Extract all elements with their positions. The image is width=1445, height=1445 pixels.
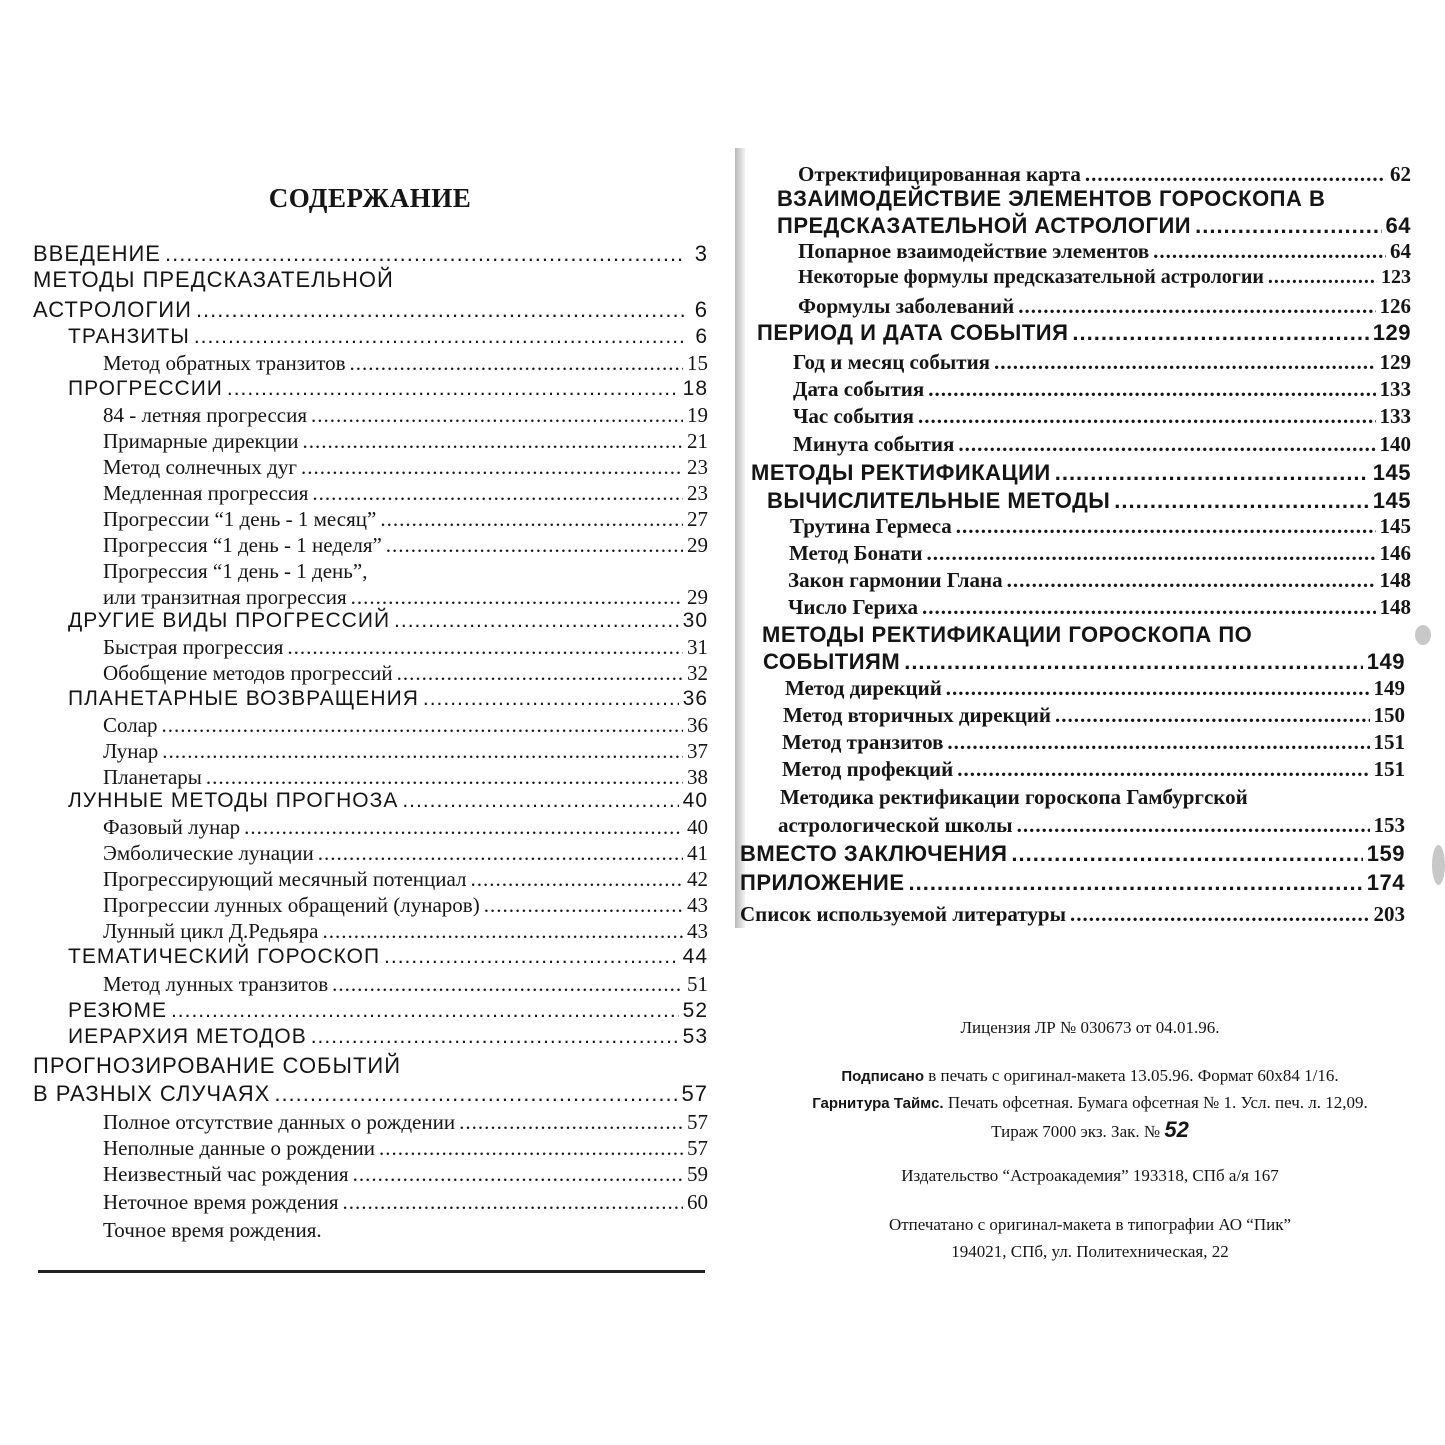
toc-entry[interactable] (103, 507, 708, 532)
toc-page-number: 44 (682, 945, 708, 968)
leader-dots (379, 1136, 683, 1161)
toc-entry-title: Примарные дирекции (103, 429, 299, 453)
toc-entry-title: ПЕРИОД И ДАТА СОБЫТИЯ (757, 320, 1069, 345)
typeface-rest: Печать офсетная. Бумага офсетная № 1. Усл. печ. л. 12,09. (943, 1093, 1368, 1112)
leader-dots (311, 403, 683, 428)
toc-entry-title: Дата события (793, 377, 925, 401)
toc-entry[interactable] (33, 297, 708, 323)
leader-dots (1007, 568, 1376, 593)
toc-entry-title: ВЫЧИСЛИТЕЛЬНЫЕ МЕТОДЫ (767, 488, 1111, 513)
toc-entry-title: Отректифицированная карта (798, 162, 1081, 186)
toc-entry[interactable] (33, 241, 708, 267)
toc-entry-title: Год и месяц события (793, 350, 991, 374)
toc-entry-title: Метод транзитов (782, 730, 944, 754)
toc-page-number: 51 (687, 972, 708, 996)
toc-page-number: 159 (1366, 841, 1405, 866)
toc-entry-title: ЛУННЫЕ МЕТОДЫ ПРОГНОЗА (68, 789, 399, 812)
leader-dots (332, 972, 683, 997)
toc-page-number: 62 (1390, 162, 1411, 186)
toc-entry-title: В РАЗНЫХ СЛУЧАЯХ (33, 1081, 271, 1106)
toc-entry[interactable] (103, 765, 708, 790)
leader-dots (928, 377, 1375, 402)
toc-entry-title: Метод вторичных дирекций (783, 703, 1052, 727)
toc-entry[interactable] (103, 661, 708, 686)
leader-dots (244, 815, 683, 840)
toc-entry[interactable] (103, 841, 708, 866)
toc-page-number: 36 (687, 713, 708, 737)
toc-page-number: 41 (687, 841, 708, 865)
toc-page-number: 37 (687, 739, 708, 763)
toc-entry-title: Быстрая прогрессия (103, 635, 284, 659)
toc-entry[interactable] (103, 867, 708, 892)
toc-page-number: 29 (687, 533, 708, 557)
toc-entry-title: Метод профекций (782, 757, 954, 781)
leader-dots (1268, 266, 1377, 289)
toc-entry[interactable] (103, 1162, 708, 1187)
toc-entry-title: Метод лунных транзитов (103, 972, 329, 996)
toc-entry-title: ПРЕДСКАЗАТЕЛЬНОЙ АСТРОЛОГИИ (777, 213, 1192, 238)
toc-entry[interactable] (103, 403, 708, 428)
leader-dots (957, 757, 1369, 782)
leader-dots (394, 609, 679, 633)
toc-entry-title: ВМЕСТО ЗАКЛЮЧЕНИЯ (740, 841, 1008, 866)
toc-entry[interactable] (68, 609, 708, 633)
toc-page-number: 148 (1379, 595, 1411, 619)
toc-entry[interactable] (751, 460, 1411, 486)
toc-page-number: 145 (1379, 514, 1411, 538)
toc-entry[interactable] (103, 455, 708, 480)
toc-entry-title: Фазовый лунар (103, 815, 241, 839)
toc-entry[interactable] (103, 351, 708, 376)
toc-entry-title: Неполные данные о рождении (103, 1136, 375, 1160)
toc-entry[interactable] (103, 533, 708, 558)
leader-dots (904, 649, 1363, 675)
toc-page-number: 150 (1373, 703, 1405, 727)
toc-page-number: 43 (687, 893, 708, 917)
leader-dots (397, 661, 683, 686)
leader-dots (350, 351, 683, 376)
toc-entry-title: ВВЕДЕНИЕ (33, 241, 161, 266)
toc-entry[interactable] (740, 870, 1405, 896)
toc-entry[interactable] (793, 404, 1411, 429)
toc-page-number: 6 (694, 297, 708, 322)
toc-page-number: 57 (687, 1136, 708, 1160)
toc-page-number: 60 (687, 1190, 708, 1214)
toc-page-number: 133 (1379, 377, 1411, 401)
leader-dots (322, 919, 683, 944)
leader-dots (994, 350, 1375, 375)
toc-entry-title: ПРОГРЕССИИ (68, 377, 223, 400)
signed-line (735, 1066, 1445, 1086)
leader-dots (1072, 320, 1368, 346)
run-line (735, 1117, 1445, 1143)
toc-page-number: 31 (687, 635, 708, 659)
toc-entry[interactable] (68, 999, 708, 1023)
toc-entry-title: Формулы заболеваний (798, 294, 1015, 318)
toc-entry-title: ТЕМАТИЧЕСКИЙ ГОРОСКОП (68, 945, 381, 968)
toc-entry[interactable] (757, 320, 1411, 346)
leader-dots (1017, 813, 1370, 838)
toc-page-number: 53 (682, 1025, 708, 1048)
toc-page-number: 23 (687, 455, 708, 479)
toc-entry-title: Попарное взаимодействие элементов (798, 239, 1150, 263)
toc-page-number: 145 (1372, 460, 1411, 485)
leader-dots (1114, 488, 1368, 514)
toc-page-number: 52 (682, 999, 708, 1022)
toc-page-number: 42 (687, 867, 708, 891)
toc-entry[interactable] (103, 739, 708, 764)
toc-page-number: 145 (1372, 488, 1411, 513)
toc-entry-title: Прогрессирующий месячный потенциал (103, 867, 467, 891)
toc-entry-title[interactable]: Точное время рождения. (103, 1218, 322, 1242)
toc-entry-title: РЕЗЮМЕ (68, 999, 167, 1022)
leader-dots (1195, 213, 1381, 239)
toc-entry[interactable] (68, 945, 708, 969)
toc-page-number: 129 (1379, 350, 1411, 374)
toc-page-number: 43 (687, 919, 708, 943)
toc-entry-title: Некоторые формулы предсказательной астрологии (798, 266, 1264, 288)
leader-dots (206, 765, 683, 790)
leader-dots (1055, 703, 1369, 728)
toc-entry[interactable] (103, 1190, 708, 1215)
toc-entry-title[interactable]: МЕТОДЫ ПРЕДСКАЗАТЕЛЬНОЙ (33, 267, 394, 292)
toc-page-number: 174 (1366, 870, 1405, 895)
run-text: Тираж 7000 экз. Зак. № (991, 1122, 1161, 1141)
leader-dots (274, 1081, 677, 1107)
leader-dots (351, 585, 683, 610)
toc-entry[interactable] (103, 1110, 708, 1135)
toc-page-number: 19 (687, 403, 708, 427)
leader-dots (956, 514, 1376, 539)
toc-entry[interactable] (103, 1136, 708, 1161)
left-page (0, 0, 722, 1445)
toc-entry-title: АСТРОЛОГИИ (33, 297, 192, 322)
toc-entry[interactable] (788, 568, 1411, 593)
leader-dots (162, 739, 683, 764)
toc-entry[interactable] (103, 893, 708, 918)
toc-page-number: 27 (687, 507, 708, 531)
toc-entry-title: Полное отсутствие данных о рождении (103, 1110, 456, 1134)
toc-page-number: 40 (687, 815, 708, 839)
toc-page-number: 64 (1385, 213, 1411, 238)
toc-entry-title: Прогрессии “1 день - 1 месяц” (103, 507, 377, 531)
leader-dots (227, 377, 679, 401)
toc-entry-title: Прогрессии лунных обращений (лунаров) (103, 893, 480, 917)
toc-entry-title: Метод обратных транзитов (103, 351, 346, 375)
typeface-line (735, 1093, 1445, 1113)
leader-dots (302, 429, 683, 454)
toc-page-number: 6 (695, 325, 708, 348)
toc-entry-title: Список используемой литературы (740, 902, 1066, 926)
toc-entry-title: СОБЫТИЯМ (763, 649, 901, 674)
toc-entry[interactable] (68, 789, 708, 813)
toc-entry-title[interactable]: Методика ректификации гороскопа Гамбургской (780, 785, 1248, 809)
toc-entry[interactable] (789, 541, 1411, 566)
leader-dots (909, 870, 1363, 896)
toc-entry[interactable] (793, 377, 1411, 402)
toc-entry[interactable] (103, 972, 708, 997)
toc-entry[interactable] (103, 481, 708, 506)
toc-page-number: 15 (687, 351, 708, 375)
leader-dots (423, 687, 679, 711)
leader-dots (947, 730, 1369, 755)
leader-dots (312, 481, 683, 506)
toc-entry[interactable] (798, 162, 1411, 187)
toc-entry[interactable] (798, 266, 1411, 289)
signed-rest: в печать с оригинал-макета 13.05.96. Формат 60x84 1/16. (924, 1066, 1339, 1085)
toc-page-number: 126 (1379, 294, 1411, 318)
leader-dots (1085, 162, 1386, 187)
leader-dots (343, 1190, 683, 1215)
leader-dots (927, 541, 1376, 566)
toc-entry[interactable] (783, 703, 1405, 728)
leader-dots (386, 533, 683, 558)
leader-dots (384, 945, 679, 969)
toc-entry[interactable] (103, 713, 708, 738)
toc-page-number: 148 (1379, 568, 1411, 592)
toc-entry-title: ДРУГИЕ ВИДЫ ПРОГРЕССИЙ (68, 609, 391, 632)
toc-entry[interactable] (103, 429, 708, 454)
toc-entry[interactable] (33, 1081, 708, 1107)
leader-dots (918, 404, 1376, 429)
leader-dots (165, 241, 686, 267)
leader-dots (194, 325, 686, 349)
toc-entry-title: Лунный цикл Д.Редьяра (103, 919, 319, 943)
toc-entry-title: Прогрессия “1 день - 1 неделя” (103, 533, 382, 557)
leader-dots (1070, 902, 1370, 927)
toc-entry[interactable] (798, 294, 1411, 319)
toc-entry-title: Трутина Гермеса (790, 514, 952, 538)
toc-page-number: 30 (682, 609, 708, 632)
toc-entry[interactable] (782, 757, 1405, 782)
toc-entry[interactable] (68, 325, 708, 349)
toc-page-number: 21 (687, 429, 708, 453)
leader-dots (470, 867, 683, 892)
toc-page-number: 57 (681, 1081, 708, 1106)
leader-dots (922, 595, 1376, 620)
toc-entry[interactable] (740, 902, 1405, 927)
leader-dots (287, 635, 683, 660)
toc-entry-title: Метод солнечных дуг (103, 455, 297, 479)
leader-dots (353, 1162, 683, 1187)
leader-dots (196, 297, 686, 323)
toc-entry[interactable] (788, 595, 1411, 620)
toc-page-number: 151 (1373, 730, 1405, 754)
leader-dots (1055, 460, 1369, 486)
toc-entry[interactable] (68, 687, 708, 711)
toc-entry-title: Минута события (793, 432, 955, 456)
leader-dots (162, 713, 683, 738)
toc-page-number: 18 (682, 377, 708, 400)
toc-page-number: 129 (1372, 320, 1411, 345)
leader-dots (484, 893, 683, 918)
toc-entry-title: Число Гериха (788, 595, 918, 619)
license-line: Лицензия ЛР № 030673 от 04.01.96. (960, 1018, 1220, 1037)
toc-entry[interactable] (763, 649, 1405, 675)
toc-entry[interactable] (777, 213, 1411, 239)
leader-dots (171, 999, 679, 1023)
toc-entry-title: ИЕРАРХИЯ МЕТОДОВ (68, 1025, 307, 1048)
toc-entry-title: Медленная прогрессия (103, 481, 309, 505)
toc-entry[interactable] (103, 815, 708, 840)
leader-dots (946, 676, 1370, 701)
toc-page-number: 151 (1373, 757, 1405, 781)
toc-entry-title: ПЛАНЕТАРНЫЕ ВОЗВРАЩЕНИЯ (68, 687, 419, 710)
leader-dots (459, 1110, 683, 1135)
toc-entry-title: 84 - летняя прогрессия (103, 403, 308, 427)
contents-title: СОДЕРЖАНИЕ (268, 183, 472, 213)
toc-page-number: 32 (687, 661, 708, 685)
toc-entry-title: Закон гармонии Глана (788, 568, 1003, 592)
toc-entry[interactable] (793, 350, 1411, 375)
toc-entry-title: Планетары (103, 765, 202, 789)
toc-entry-title: МЕТОДЫ РЕКТИФИКАЦИИ (751, 460, 1051, 485)
toc-page-number: 140 (1379, 432, 1411, 456)
publisher-line: Издательство “Астроакадемия” 193318, СПб а/я 167 (901, 1166, 1279, 1185)
toc-page-number: 149 (1366, 649, 1405, 674)
toc-page-number: 38 (687, 765, 708, 789)
typeface-prefix: Гарнитура Таймс. (812, 1095, 944, 1112)
toc-entry-title: или транзитная прогрессия (103, 585, 347, 609)
toc-page-number: 57 (687, 1110, 708, 1134)
toc-entry-title: Лунар (103, 739, 159, 763)
toc-page-number: 123 (1381, 266, 1411, 288)
toc-page-number: 40 (682, 789, 708, 812)
leader-dots (1153, 239, 1386, 264)
toc-page-number: 23 (687, 481, 708, 505)
toc-entry[interactable] (740, 841, 1405, 867)
toc-page-number: 146 (1379, 541, 1411, 565)
toc-page-number: 149 (1373, 676, 1405, 700)
left-toc (0, 0, 722, 1445)
toc-entry[interactable] (767, 488, 1411, 514)
toc-page-number: 153 (1373, 813, 1405, 837)
toc-entry-title[interactable]: ВЗАИМОДЕЙСТВИЕ ЭЛЕМЕНТОВ ГОРОСКОПА В (777, 186, 1326, 211)
toc-page-number: 203 (1373, 902, 1405, 926)
address-line: 194021, СПб, ул. Политехническая, 22 (951, 1242, 1229, 1261)
toc-page-number: 29 (687, 585, 708, 609)
toc-entry-title: ТРАНЗИТЫ (68, 325, 190, 348)
leader-dots (1018, 294, 1375, 319)
toc-entry[interactable] (68, 377, 708, 401)
toc-entry[interactable] (103, 919, 708, 944)
leader-dots (402, 789, 678, 813)
page-rule (38, 1270, 705, 1273)
toc-entry[interactable] (778, 813, 1405, 838)
toc-entry[interactable] (793, 432, 1411, 457)
toc-entry[interactable] (103, 585, 708, 610)
toc-page-number: 3 (694, 241, 708, 266)
leader-dots (318, 841, 683, 866)
toc-entry-title: Неточное время рождения (103, 1190, 339, 1214)
toc-entry[interactable] (782, 730, 1405, 755)
toc-entry[interactable] (785, 676, 1405, 701)
leader-dots (311, 1025, 679, 1049)
toc-entry-title: Метод Бонати (789, 541, 923, 565)
right-page (735, 0, 1445, 1445)
toc-entry[interactable] (790, 514, 1411, 539)
toc-entry-title: Солар (103, 713, 158, 737)
toc-entry-title: Неизвестный час рождения (103, 1162, 349, 1186)
toc-entry[interactable] (68, 1025, 708, 1049)
toc-page-number: 133 (1379, 404, 1411, 428)
toc-entry[interactable] (798, 239, 1411, 264)
leader-dots (1011, 841, 1362, 867)
leader-dots (958, 432, 1375, 457)
toc-page-number: 64 (1390, 239, 1411, 263)
leader-dots (301, 455, 683, 480)
leader-dots (380, 507, 683, 532)
toc-page-number: 59 (687, 1162, 708, 1186)
toc-entry-title: Обобщение методов прогрессий (103, 661, 393, 685)
signed-prefix: Подписано (841, 1068, 925, 1085)
toc-entry-title[interactable]: Прогрессия “1 день - 1 день”, (103, 559, 368, 583)
toc-entry-title: Час события (793, 404, 914, 428)
toc-entry-title: Эмболические лунации (103, 841, 314, 865)
toc-entry-title[interactable]: ПРОГНОЗИРОВАНИЕ СОБЫТИЙ (33, 1053, 402, 1078)
toc-entry-title[interactable]: МЕТОДЫ РЕКТИФИКАЦИИ ГОРОСКОПА ПО (762, 622, 1253, 647)
toc-entry[interactable] (103, 635, 708, 660)
toc-entry-title: астрологической школы (778, 813, 1013, 837)
printed-line: Отпечатано с оригинал-макета в типографии АО “Пик” (888, 1215, 1292, 1234)
toc-entry-title: Метод дирекций (785, 676, 942, 700)
toc-page-number: 36 (682, 687, 708, 710)
order-number: 52 (1164, 1117, 1189, 1142)
toc-entry-title: ПРИЛОЖЕНИЕ (740, 870, 905, 895)
